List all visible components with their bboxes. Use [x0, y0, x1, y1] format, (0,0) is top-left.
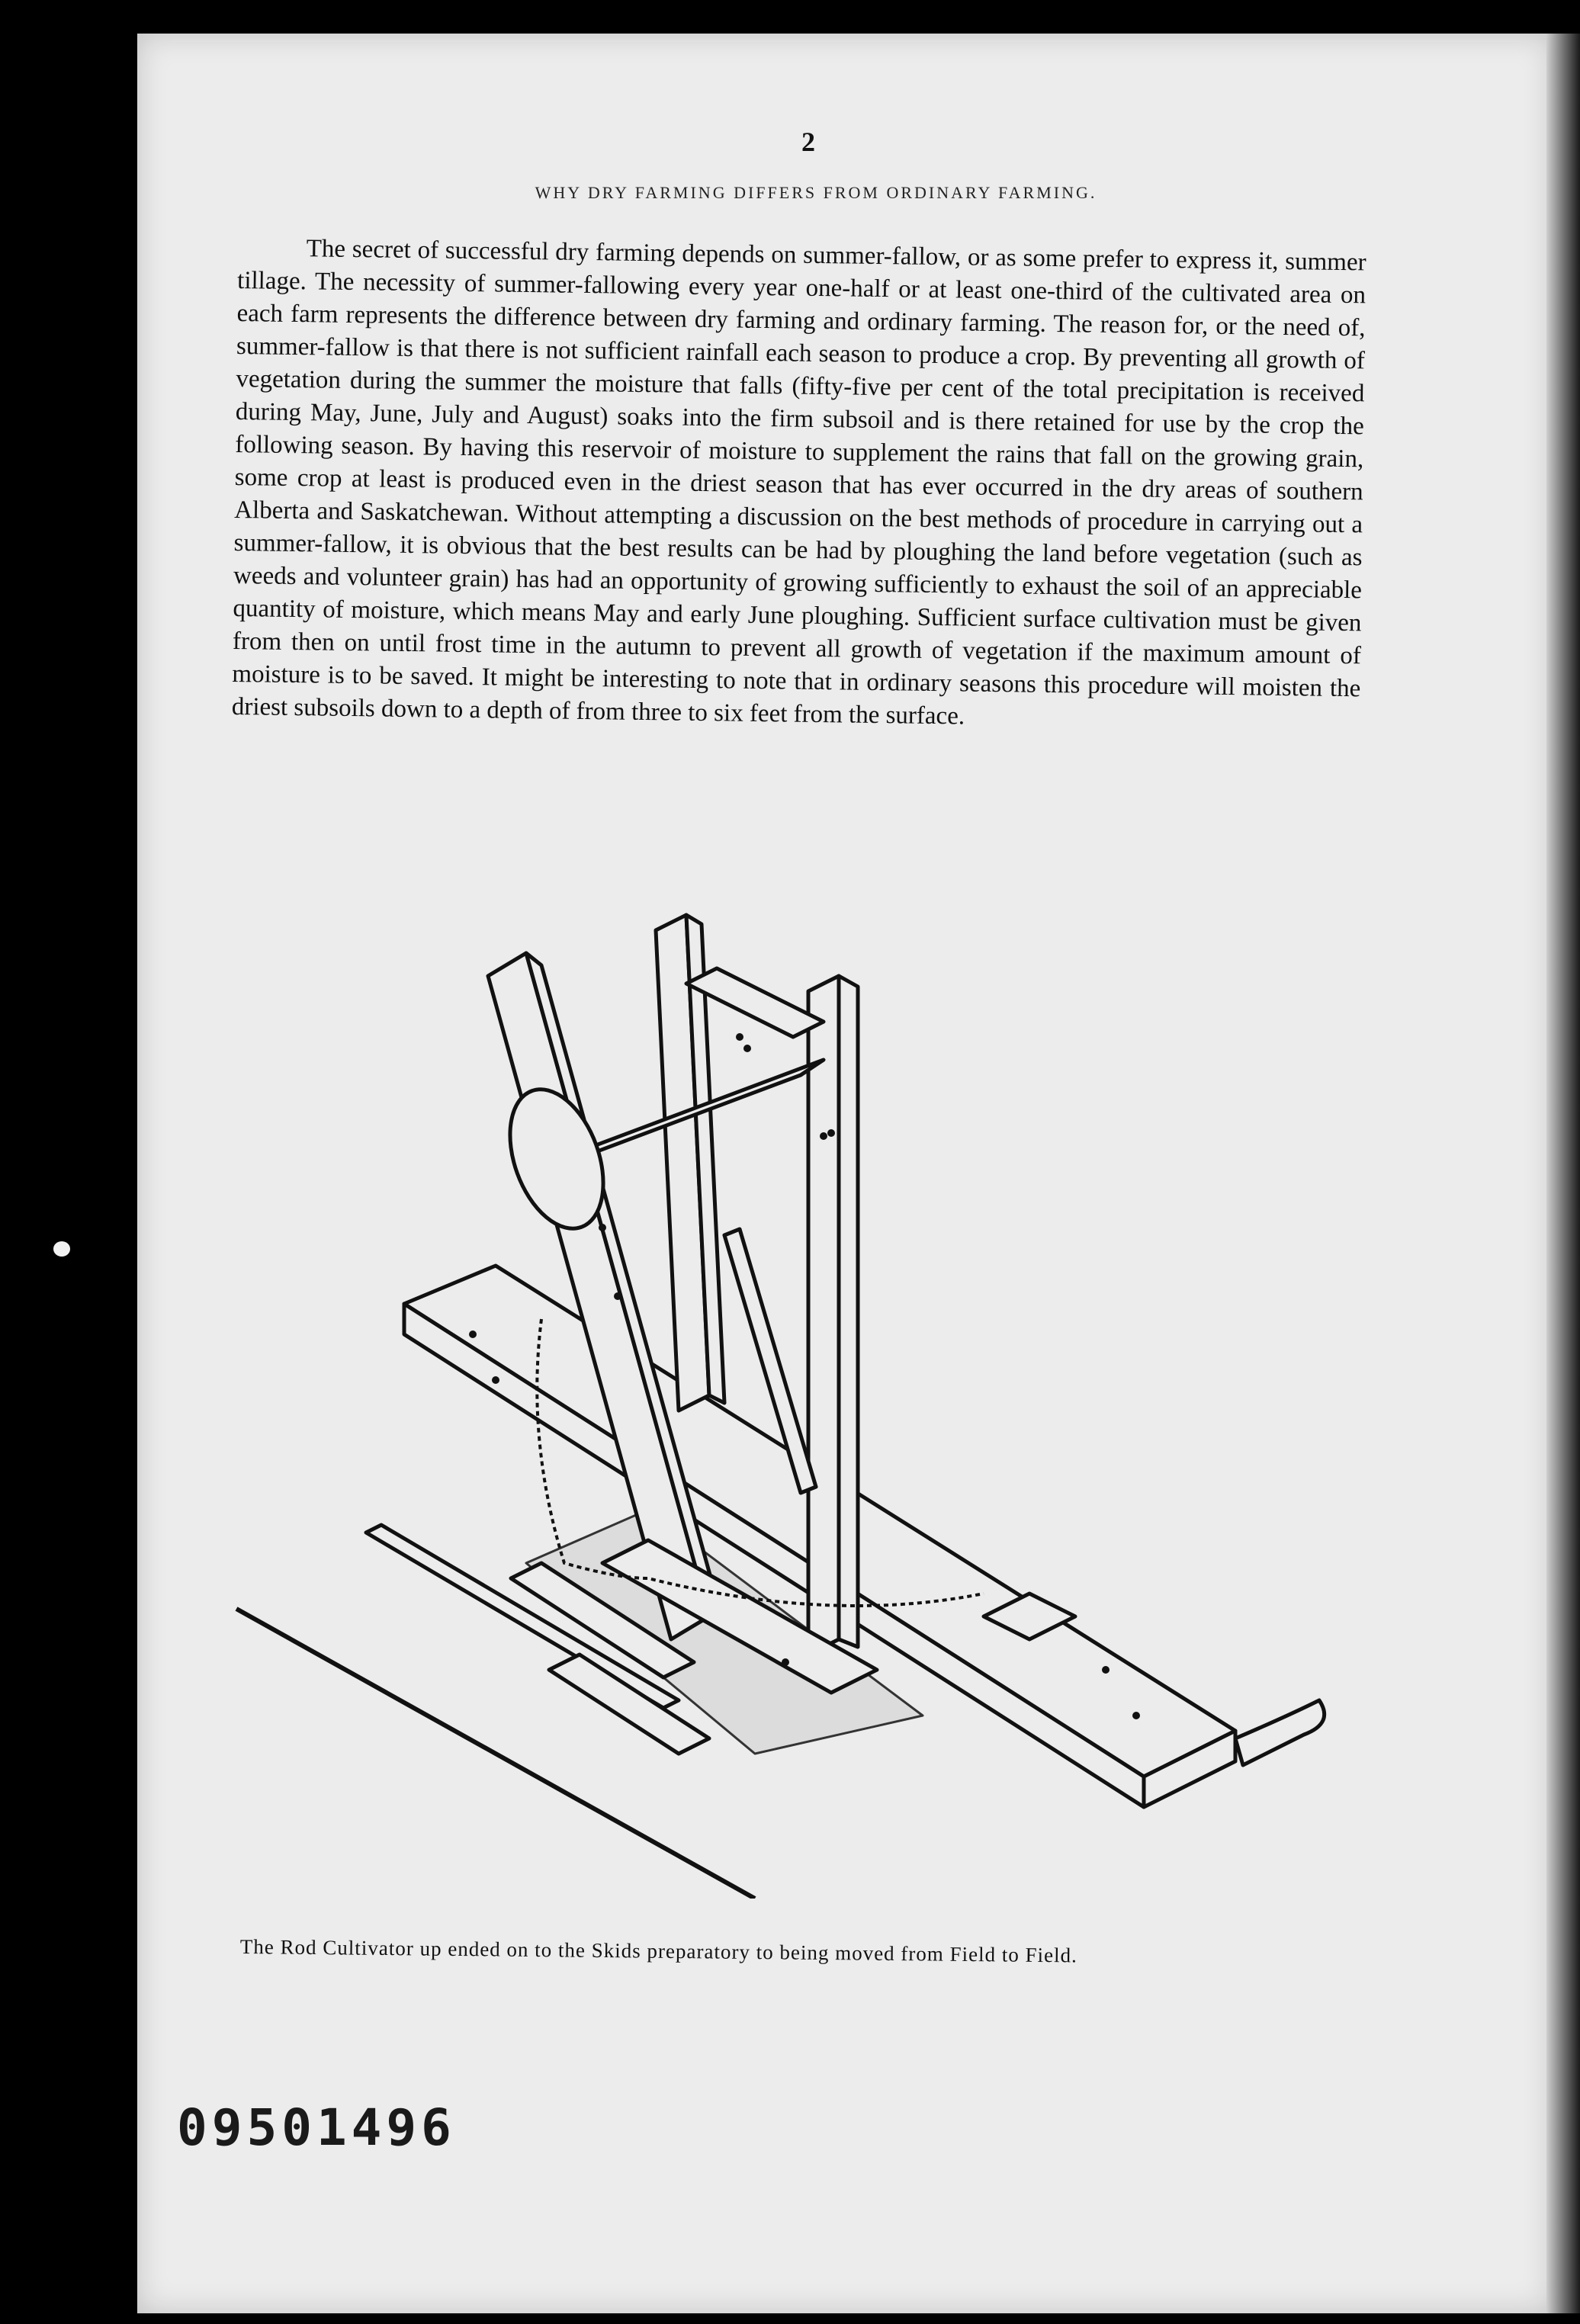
archive-stamp-number: 09501496	[177, 2098, 456, 2157]
page-number: 2	[801, 127, 815, 157]
running-title: WHY DRY FARMING DIFFERS FROM ORDINARY FARMING.	[535, 183, 1097, 202]
body-text	[232, 232, 1366, 738]
page-edge	[1546, 34, 1580, 2313]
front-upright-side	[839, 976, 858, 1647]
figure-caption: The Rod Cultivator up ended on to the Skids preparatory to being moved from Field to Field.	[239, 1935, 1078, 1967]
front-upright	[808, 976, 839, 1655]
rod-cultivator-illustration	[221, 907, 1365, 1899]
scan-speck	[53, 1241, 70, 1257]
body-paragraph: The secret of successful dry farming depends on summer-fallow, or as some prefer to express it, summer tillage. The necessity of summer-fallowing every year one-half or at least one-third of the cultivated area on each farm represents the difference between dry farming and ordinary farming. The reason for, or the need of, summer-fallow is that there is not sufficient rainfall each season to produce a crop. By preventing all growth of vegetation during the summer the moisture that falls (fifty-five per cent of the total precipitation is received during May, June, July and August) soaks into the firm subsoil and is there retained for use by the crop the following season. By having this reservoir of moisture to supplement the rains that fall on the growing grain, some crop at least is produced even in the driest season that has ever occurred in the dry areas of southern Alberta and Saskatchewan. Without attempting a discussion on the best methods of procedure in carrying out a summer-fallow, it is obvious that the best results can be had by ploughing the land before vegetation (such as weeds and volunteer grain) has had an opportunity of growing sufficiently to exhaust the soil of an appreciable quantity of moisture, which means May and early June ploughing. Sufficient surface cultivation must be given from then on until frost time in the autumn to prevent all growth of vegetation if the maximum amount of moisture is to be saved. It might be interesting to note that in ordinary seasons this procedure will moisten the driest subsoils down to a depth of from three to six feet from the surface.	[231, 235, 1366, 730]
skid-runner	[1235, 1700, 1325, 1765]
